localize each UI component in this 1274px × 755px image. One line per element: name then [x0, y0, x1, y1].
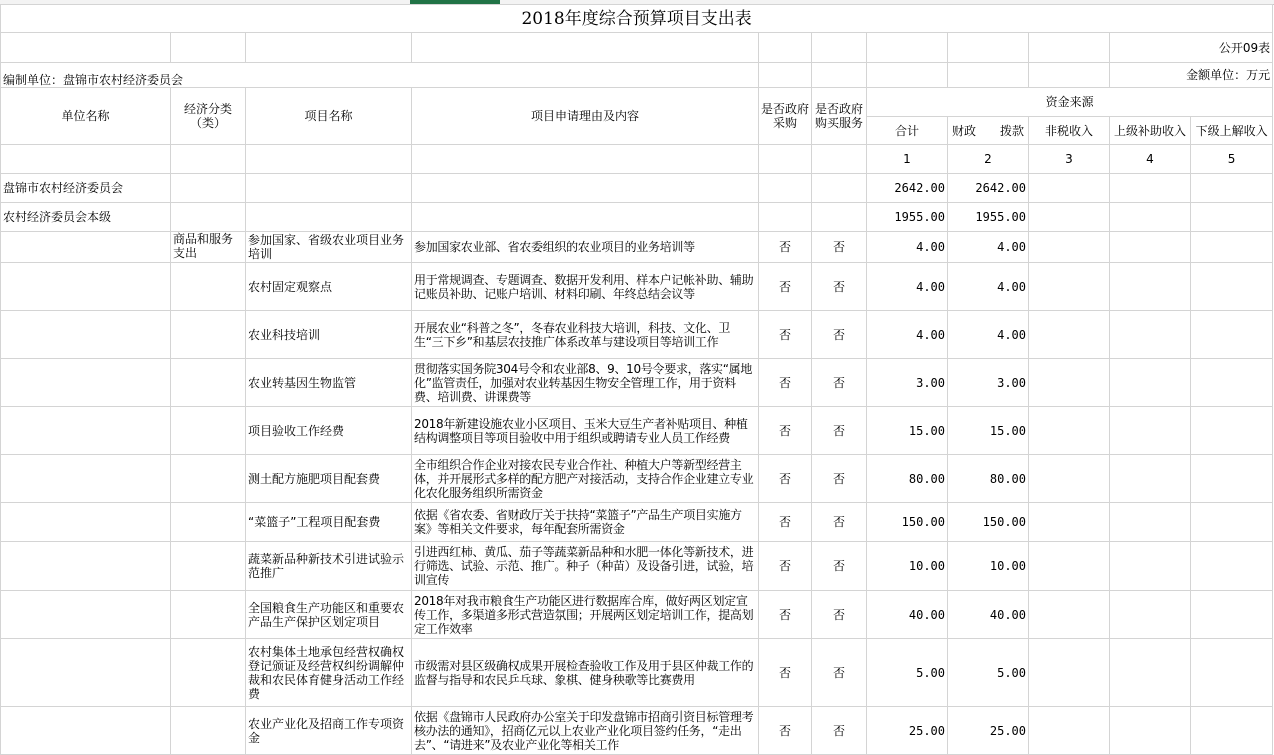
lower-remit-cell[interactable]: [1191, 503, 1273, 542]
unit-name-cell[interactable]: 农村经济委员会本级: [1, 203, 171, 232]
cell[interactable]: [812, 145, 867, 174]
cell[interactable]: [1029, 33, 1110, 63]
upper-subsidy-cell[interactable]: [1110, 311, 1191, 359]
reason-cell[interactable]: 参加国家农业部、省农委组织的农业项目的业务培训等: [412, 232, 759, 263]
project-name-cell[interactable]: “菜篮子”工程项目配套费: [246, 503, 412, 542]
nontax-cell[interactable]: [1029, 639, 1110, 707]
cell[interactable]: [948, 33, 1029, 63]
header-fund-source[interactable]: 资金来源: [867, 88, 1273, 117]
project-row: [1, 407, 1273, 455]
econ-class-cell[interactable]: [171, 639, 246, 707]
fiscal-cell[interactable]: 40.00: [948, 591, 1029, 639]
header-total[interactable]: 合计: [867, 117, 948, 145]
reason-cell[interactable]: 全市组织合作企业对接农民专业合作社、种植大户等新型经营主体，并开展形式多样的配方肥产对接活动，支持合作企业建立专业化农化服务组织所需资金: [412, 455, 759, 503]
project-name-cell[interactable]: 农业科技培训: [246, 311, 412, 359]
econ-class-cell[interactable]: [171, 407, 246, 455]
upper-subsidy-cell[interactable]: [1110, 263, 1191, 311]
fiscal-cell[interactable]: 2642.00: [948, 174, 1029, 203]
cell[interactable]: [171, 174, 246, 203]
fiscal-cell[interactable]: 150.00: [948, 503, 1029, 542]
fiscal-cell[interactable]: 5.00: [948, 639, 1029, 707]
buy-service-cell[interactable]: 否: [812, 591, 867, 639]
lower-remit-cell[interactable]: [1191, 407, 1273, 455]
fiscal-cell[interactable]: 25.00: [948, 707, 1029, 755]
cell[interactable]: [246, 145, 412, 174]
cell[interactable]: [246, 174, 412, 203]
fiscal-cell[interactable]: 4.00: [948, 263, 1029, 311]
buy-service-cell[interactable]: 否: [812, 542, 867, 591]
cell[interactable]: [1029, 203, 1110, 232]
gov-purchase-cell[interactable]: 否: [759, 591, 812, 639]
nontax-cell[interactable]: [1029, 232, 1110, 263]
fiscal-cell[interactable]: 3.00: [948, 359, 1029, 407]
project-row: [1, 639, 1273, 707]
upper-subsidy-cell[interactable]: [1110, 232, 1191, 263]
reason-cell[interactable]: 依据《省农委、省财政厅关于扶持“菜篮子”产品生产项目实施方案》等相关文件要求，每年配套所需资金: [412, 503, 759, 542]
econ-class-cell[interactable]: [171, 503, 246, 542]
cell[interactable]: [759, 63, 812, 88]
lower-remit-cell[interactable]: [1191, 542, 1273, 591]
gov-purchase-cell[interactable]: 否: [759, 503, 812, 542]
cell[interactable]: [759, 203, 812, 232]
cell[interactable]: [171, 145, 246, 174]
cell[interactable]: [812, 174, 867, 203]
header-unit-name[interactable]: 单位名称: [1, 88, 171, 145]
total-cell[interactable]: 3.00: [867, 359, 948, 407]
fiscal-cell[interactable]: 10.00: [948, 542, 1029, 591]
buy-service-cell[interactable]: 否: [812, 707, 867, 755]
form-number[interactable]: 公开09表: [1110, 33, 1273, 63]
upper-subsidy-cell[interactable]: [1110, 591, 1191, 639]
cell[interactable]: [812, 33, 867, 63]
unit-name-cell[interactable]: [1, 263, 171, 311]
nontax-cell[interactable]: [1029, 542, 1110, 591]
col-number[interactable]: 2: [948, 145, 1029, 174]
total-cell[interactable]: 40.00: [867, 591, 948, 639]
cell[interactable]: [1, 145, 171, 174]
total-cell[interactable]: 80.00: [867, 455, 948, 503]
project-name-cell[interactable]: 全国粮食生产功能区和重要农产品生产保护区划定项目: [246, 591, 412, 639]
col-number[interactable]: 5: [1191, 145, 1273, 174]
project-row: [1, 542, 1273, 591]
buy-service-cell[interactable]: 否: [812, 503, 867, 542]
lower-remit-cell[interactable]: [1191, 455, 1273, 503]
project-name-cell[interactable]: 参加国家、省级农业项目业务培训: [246, 232, 412, 263]
project-row: [1, 455, 1273, 503]
project-row: [1, 707, 1273, 755]
unit-name-cell[interactable]: [1, 359, 171, 407]
cell[interactable]: [1029, 63, 1110, 88]
cell[interactable]: [948, 63, 1029, 88]
cell[interactable]: [1191, 174, 1273, 203]
econ-class-cell[interactable]: [171, 591, 246, 639]
reason-cell[interactable]: 引进西红柿、黄瓜、茄子等蔬菜新品种和水肥一体化等新技术，进行筛选、试验、示范、推广。种子（种苗）及设备引进，试验，培训宣传: [412, 542, 759, 591]
buy-service-cell[interactable]: 否: [812, 407, 867, 455]
col-number[interactable]: 1: [867, 145, 948, 174]
econ-class-cell[interactable]: 商品和服务支出: [171, 232, 246, 263]
upper-subsidy-cell[interactable]: [1110, 639, 1191, 707]
header-reason[interactable]: 项目申请理由及内容: [412, 88, 759, 145]
reason-cell[interactable]: 2018年新建设施农业小区项目、玉米大豆生产者补贴项目、种植结构调整项目等项目验收中用于组织或聘请专业人员工作经费: [412, 407, 759, 455]
cell[interactable]: [759, 174, 812, 203]
unit-name-cell[interactable]: [1, 407, 171, 455]
nontax-cell[interactable]: [1029, 263, 1110, 311]
gov-purchase-cell[interactable]: 否: [759, 232, 812, 263]
cell[interactable]: [1110, 174, 1191, 203]
project-name-cell[interactable]: 蔬菜新品种新技术引进试验示范推广: [246, 542, 412, 591]
col-number[interactable]: 3: [1029, 145, 1110, 174]
econ-class-cell[interactable]: [171, 359, 246, 407]
buy-service-cell[interactable]: 否: [812, 359, 867, 407]
fiscal-cell[interactable]: 4.00: [948, 311, 1029, 359]
unit-name-cell[interactable]: [1, 639, 171, 707]
gov-purchase-cell[interactable]: 否: [759, 407, 812, 455]
total-cell[interactable]: 4.00: [867, 232, 948, 263]
total-cell[interactable]: 5.00: [867, 639, 948, 707]
gov-purchase-cell[interactable]: 否: [759, 542, 812, 591]
cell[interactable]: [759, 145, 812, 174]
total-cell[interactable]: 15.00: [867, 407, 948, 455]
lower-remit-cell[interactable]: [1191, 707, 1273, 755]
nontax-cell[interactable]: [1029, 455, 1110, 503]
cell[interactable]: [812, 63, 867, 88]
reason-cell[interactable]: 贯彻落实国务院304号令和农业部8、9、10号令要求，落实“属地化”监管责任，加强对农业转基因生物安全管理工作，用于资料费、培训费、讲课费等: [412, 359, 759, 407]
total-cell[interactable]: 1955.00: [867, 203, 948, 232]
unit-name-cell[interactable]: [1, 591, 171, 639]
buy-service-cell[interactable]: 否: [812, 232, 867, 263]
gov-purchase-cell[interactable]: 否: [759, 311, 812, 359]
nontax-cell[interactable]: [1029, 503, 1110, 542]
total-cell[interactable]: 10.00: [867, 542, 948, 591]
gov-purchase-cell[interactable]: 否: [759, 455, 812, 503]
econ-class-cell[interactable]: [171, 311, 246, 359]
unit-name-cell[interactable]: 盘锦市农村经济委员会: [1, 174, 171, 203]
cell[interactable]: [171, 33, 246, 63]
cell[interactable]: [246, 203, 412, 232]
econ-class-cell[interactable]: [171, 542, 246, 591]
project-name-cell[interactable]: 农村固定观察点: [246, 263, 412, 311]
project-name-cell[interactable]: 测土配方施肥项目配套费: [246, 455, 412, 503]
unit-name-cell[interactable]: [1, 707, 171, 755]
upper-subsidy-cell[interactable]: [1110, 455, 1191, 503]
cell[interactable]: [812, 203, 867, 232]
project-row: [1, 503, 1273, 542]
cell[interactable]: [412, 33, 759, 63]
project-name-cell[interactable]: 项目验收工作经费: [246, 407, 412, 455]
unit-name-cell[interactable]: [1, 542, 171, 591]
total-cell[interactable]: 4.00: [867, 263, 948, 311]
reason-cell[interactable]: 依据《盘锦市人民政府办公室关于印发盘锦市招商引资目标管理考核办法的通知》，招商亿元以上农业产业化项目签约任务，“走出去”、“请进来”及农业产业化等相关工作: [412, 707, 759, 755]
header-upper-subsidy[interactable]: 上级补助收入: [1110, 117, 1191, 145]
header-fiscal[interactable]: 财政 拨款: [948, 117, 1029, 145]
lower-remit-cell[interactable]: [1191, 311, 1273, 359]
reporting-unit[interactable]: 编制单位：盘锦市农村经济委员会: [1, 63, 759, 88]
project-row: [1, 591, 1273, 639]
total-cell[interactable]: 2642.00: [867, 174, 948, 203]
lower-remit-cell[interactable]: [1191, 639, 1273, 707]
econ-class-cell[interactable]: [171, 455, 246, 503]
project-name-cell[interactable]: 农业产业化及招商工作专项资金: [246, 707, 412, 755]
lower-remit-cell[interactable]: [1191, 263, 1273, 311]
summary-row: [1, 174, 1273, 203]
cell[interactable]: [1191, 203, 1273, 232]
fiscal-cell[interactable]: 4.00: [948, 232, 1029, 263]
cell[interactable]: [867, 33, 948, 63]
nontax-cell[interactable]: [1029, 591, 1110, 639]
nontax-cell[interactable]: [1029, 407, 1110, 455]
cell[interactable]: [1, 33, 171, 63]
reason-cell[interactable]: 开展农业“科普之冬”，冬春农业科技大培训，科技、文化、卫生“三下乡”和基层农技推广体系改革与建设项目等培训工作: [412, 311, 759, 359]
reason-cell[interactable]: 2018年对我市粮食生产功能区进行数据库合库，做好两区划定宣传工作，多渠道多形式营造氛围；开展两区划定培训工作，提高划定工作效率: [412, 591, 759, 639]
cell[interactable]: [412, 203, 759, 232]
cell[interactable]: [1110, 203, 1191, 232]
cell[interactable]: [171, 203, 246, 232]
unit-name-cell[interactable]: [1, 311, 171, 359]
econ-class-cell[interactable]: [171, 263, 246, 311]
fiscal-cell[interactable]: 1955.00: [948, 203, 1029, 232]
budget-sheet: [0, 4, 1273, 755]
gov-purchase-cell[interactable]: 否: [759, 707, 812, 755]
nontax-cell[interactable]: [1029, 707, 1110, 755]
project-row: [1, 263, 1273, 311]
project-row: [1, 232, 1273, 263]
cell[interactable]: [246, 33, 412, 63]
lower-remit-cell[interactable]: [1191, 591, 1273, 639]
project-row: [1, 359, 1273, 407]
upper-subsidy-cell[interactable]: [1110, 407, 1191, 455]
cell[interactable]: [759, 33, 812, 63]
econ-class-cell[interactable]: [171, 707, 246, 755]
nontax-cell[interactable]: [1029, 359, 1110, 407]
gov-purchase-cell[interactable]: 否: [759, 639, 812, 707]
gov-purchase-cell[interactable]: 否: [759, 263, 812, 311]
total-cell[interactable]: 150.00: [867, 503, 948, 542]
buy-service-cell[interactable]: 否: [812, 455, 867, 503]
amount-unit[interactable]: 金额单位：万元: [1110, 63, 1273, 88]
upper-subsidy-cell[interactable]: [1110, 707, 1191, 755]
header-buy-service[interactable]: 是否政府购买服务: [812, 88, 867, 145]
gov-purchase-cell[interactable]: 否: [759, 359, 812, 407]
project-row: [1, 311, 1273, 359]
cell[interactable]: [412, 174, 759, 203]
fiscal-cell[interactable]: 80.00: [948, 455, 1029, 503]
total-cell[interactable]: 25.00: [867, 707, 948, 755]
unit-name-cell[interactable]: [1, 503, 171, 542]
header-project-name[interactable]: 项目名称: [246, 88, 412, 145]
cell[interactable]: [1029, 174, 1110, 203]
unit-name-cell[interactable]: [1, 455, 171, 503]
upper-subsidy-cell[interactable]: [1110, 503, 1191, 542]
header-nontax[interactable]: 非税收入: [1029, 117, 1110, 145]
cell[interactable]: [867, 63, 948, 88]
reason-cell[interactable]: 市级需对县区级确权成果开展检查验收工作及用于县区仲裁工作的监督与指导和农民乒乓球、象棋、健身秧歌等比赛费用: [412, 639, 759, 707]
header-econ-class[interactable]: 经济分类（类）: [171, 88, 246, 145]
total-cell[interactable]: 4.00: [867, 311, 948, 359]
fiscal-cell[interactable]: 15.00: [948, 407, 1029, 455]
unit-name-cell[interactable]: [1, 232, 171, 263]
upper-subsidy-cell[interactable]: [1110, 542, 1191, 591]
lower-remit-cell[interactable]: [1191, 359, 1273, 407]
header-lower-remit[interactable]: 下级上解收入: [1191, 117, 1273, 145]
buy-service-cell[interactable]: 否: [812, 639, 867, 707]
reason-cell[interactable]: 用于常规调查、专题调查、数据开发利用、样本户记帐补助、辅助记账员补助、记账户培训、材料印刷、年终总结会议等: [412, 263, 759, 311]
buy-service-cell[interactable]: 否: [812, 311, 867, 359]
buy-service-cell[interactable]: 否: [812, 263, 867, 311]
summary-row: [1, 203, 1273, 232]
upper-subsidy-cell[interactable]: [1110, 359, 1191, 407]
sheet-title[interactable]: 2018年度综合预算项目支出表: [1, 5, 1273, 33]
project-name-cell[interactable]: 农业转基因生物监管: [246, 359, 412, 407]
nontax-cell[interactable]: [1029, 311, 1110, 359]
lower-remit-cell[interactable]: [1191, 232, 1273, 263]
project-name-cell[interactable]: 农村集体土地承包经营权确权登记颁证及经营权纠纷调解仲裁和农民体育健身活动工作经费: [246, 639, 412, 707]
cell[interactable]: [412, 145, 759, 174]
col-number[interactable]: 4: [1110, 145, 1191, 174]
header-gov-purchase[interactable]: 是否政府采购: [759, 88, 812, 145]
